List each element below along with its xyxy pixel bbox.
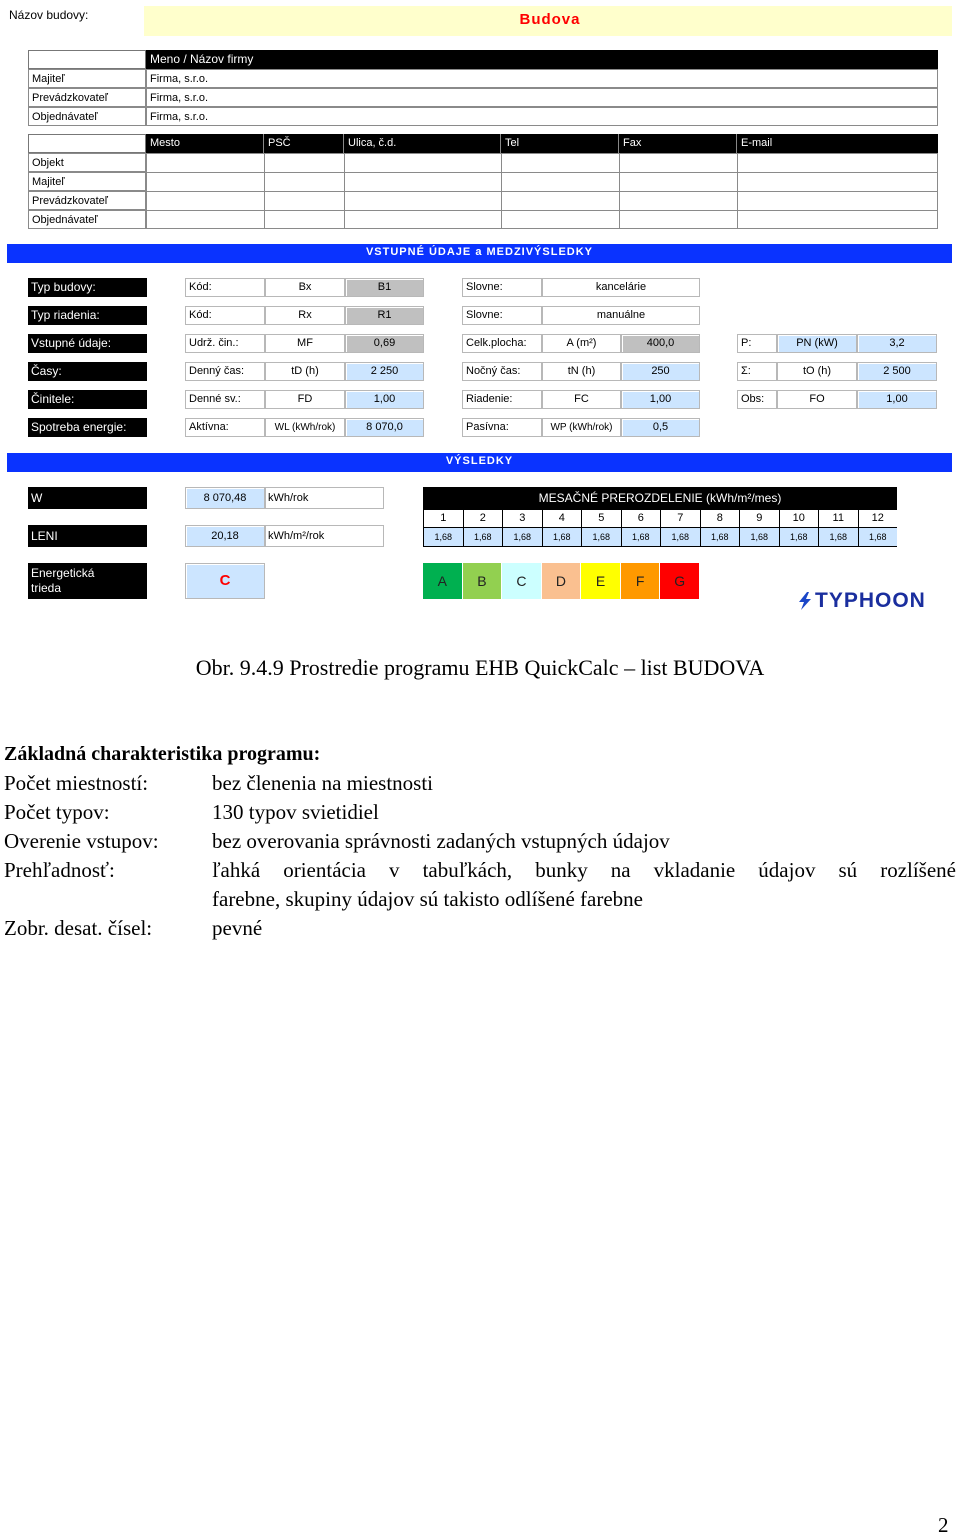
- month-value: 1,68: [582, 528, 621, 546]
- class-scale-item: C: [502, 563, 541, 599]
- energy-consumption-label: Spotreba energie:: [28, 418, 147, 437]
- total-time-value: 2 500: [857, 362, 937, 381]
- month-value: 1,68: [780, 528, 819, 546]
- page-number: 2: [938, 1513, 949, 1537]
- power-label: P:: [737, 334, 777, 353]
- month-number: 7: [661, 510, 700, 527]
- building-type-label: Typ budovy:: [28, 278, 147, 297]
- day-time-label: Denný čas:: [185, 362, 265, 381]
- class-scale-item: B: [463, 563, 502, 599]
- leni-label: LENI: [28, 525, 147, 547]
- control-type-code-value[interactable]: R1: [345, 306, 424, 325]
- times-label: Časy:: [28, 362, 147, 381]
- energy-class-value: C: [185, 563, 265, 599]
- char-value: 130 typov svietidiel: [212, 800, 379, 824]
- daylight-symbol: FD: [265, 390, 345, 409]
- month-value: 1,68: [740, 528, 779, 546]
- logo-text: TYPHOON: [815, 589, 926, 612]
- address-header: Ulica, č.d.: [344, 134, 501, 153]
- char-label: Prehľadnosť:: [4, 858, 115, 882]
- month-value: 1,68: [503, 528, 542, 546]
- char-value: ľahká orientácia v tabuľkách, bunky na vkladanie údajov sú rozlíšené: [212, 858, 956, 882]
- month-value: 1,68: [543, 528, 582, 546]
- control-factor-symbol: FC: [542, 390, 621, 409]
- month-value: 1,68: [464, 528, 503, 546]
- active-energy-value: 8 070,0: [345, 418, 424, 437]
- owners-table: [28, 50, 938, 126]
- char-value-continued: farebne, skupiny údajov sú takisto odlíšené farebne: [212, 887, 643, 911]
- class-scale-item: E: [581, 563, 620, 599]
- total-area-label: Celk.plocha:: [462, 334, 542, 353]
- typhoon-logo: [797, 589, 949, 615]
- inputs-section-bar: VSTUPNÉ ÚDAJE a MEDZIVÝSLEDKY: [7, 244, 952, 263]
- passive-energy-value: 0,5: [621, 418, 700, 437]
- address-header: Fax: [619, 134, 737, 153]
- month-value: 1,68: [859, 528, 898, 546]
- address-table: [28, 134, 938, 229]
- building-type-code-value[interactable]: B1: [345, 278, 424, 297]
- owners-header: Meno / Názov firmy: [146, 50, 938, 69]
- leni-unit: kWh/m²/rok: [265, 525, 384, 547]
- month-number: 10: [780, 510, 819, 527]
- occupancy-symbol: FO: [777, 390, 857, 409]
- maintenance-factor-symbol: MF: [265, 334, 345, 353]
- address-corner-cell: [28, 134, 146, 153]
- day-time-value: 2 250: [345, 362, 424, 381]
- month-number: 12: [859, 510, 898, 527]
- energy-class-scale: [423, 563, 700, 599]
- owner-row-value[interactable]: Firma, s.r.o.: [146, 88, 938, 107]
- energy-class-label: Energetická trieda: [28, 563, 108, 599]
- char-label: Overenie vstupov:: [4, 829, 159, 853]
- factors-label: Činitele:: [28, 390, 147, 409]
- month-value: 1,68: [424, 528, 463, 546]
- control-type-label: Typ riadenia:: [28, 306, 147, 325]
- month-number: 9: [740, 510, 779, 527]
- class-scale-item: F: [621, 563, 660, 599]
- occupancy-value: 1,00: [857, 390, 937, 409]
- char-value: bez členenia na miestnosti: [212, 771, 434, 795]
- total-area-value[interactable]: 400,0: [621, 334, 700, 353]
- total-time-symbol: tO (h): [777, 362, 857, 381]
- building-name-label: Názov budovy:: [9, 8, 89, 22]
- owner-row-value[interactable]: Firma, s.r.o.: [146, 69, 938, 88]
- building-type-code-label: Kód:: [185, 278, 265, 297]
- w-label: W: [28, 487, 147, 509]
- address-row-label: Majiteľ: [28, 172, 146, 191]
- address-row-label: Objednávateľ: [28, 210, 146, 229]
- building-type-code-symbol: Bx: [265, 278, 345, 297]
- char-value: bez overovania správnosti zadaných vstupných údajov: [212, 829, 670, 853]
- active-energy-symbol: WL (kWh/rok): [265, 418, 345, 437]
- month-value: 1,68: [701, 528, 740, 546]
- month-number: 6: [622, 510, 661, 527]
- control-type-code-symbol: Rx: [265, 306, 345, 325]
- month-number: 3: [503, 510, 542, 527]
- month-number: 8: [701, 510, 740, 527]
- month-value: 1,68: [819, 528, 858, 546]
- results-section-bar: VÝSLEDKY: [7, 453, 952, 472]
- char-label: Zobr. desat. čísel:: [4, 916, 153, 940]
- total-area-symbol: A (m²): [542, 334, 621, 353]
- owner-row-label: Prevádzkovateľ: [28, 88, 146, 107]
- night-time-label: Nočný čas:: [462, 362, 542, 381]
- address-row-label: Objekt: [28, 153, 146, 172]
- class-scale-item: A: [423, 563, 462, 599]
- characteristics-heading: Základná charakteristika programu:: [4, 743, 321, 765]
- sheet-title: Budova: [519, 11, 581, 28]
- power-value: 3,2: [857, 334, 937, 353]
- power-symbol: PN (kW): [777, 334, 857, 353]
- month-number: 1: [424, 510, 463, 527]
- w-value: 8 070,48: [185, 487, 265, 509]
- night-time-symbol: tN (h): [542, 362, 621, 381]
- char-label: Počet typov:: [4, 800, 110, 824]
- address-input-grid[interactable]: [146, 153, 938, 229]
- control-factor-value: 1,00: [621, 390, 700, 409]
- active-energy-label: Aktívna:: [185, 418, 265, 437]
- monthly-distribution-table: [423, 509, 897, 547]
- monthly-distribution-title: MESAČNÉ PREROZDELENIE (kWh/m²/mes): [423, 487, 897, 509]
- building-type-word-value: kancelárie: [542, 278, 700, 297]
- leni-value: 20,18: [185, 525, 265, 547]
- address-row-label: Prevádzkovateľ: [28, 191, 146, 210]
- building-type-word-label: Slovne:: [462, 278, 542, 297]
- owner-row-value[interactable]: Firma, s.r.o.: [146, 107, 938, 126]
- address-header: Mesto: [146, 134, 264, 153]
- month-number: 5: [582, 510, 621, 527]
- address-header: E-mail: [737, 134, 938, 153]
- owner-row-label: Majiteľ: [28, 69, 146, 88]
- figure-caption: Obr. 9.4.9 Prostredie programu EHB QuickCalc – list BUDOVA: [195, 655, 765, 680]
- lightning-icon: [797, 592, 813, 610]
- maintenance-factor-value[interactable]: 0,69: [345, 334, 424, 353]
- class-scale-item: G: [660, 563, 699, 599]
- w-unit: kWh/rok: [265, 487, 384, 509]
- occupancy-label: Obs:: [737, 390, 777, 409]
- address-header: PSČ: [264, 134, 344, 153]
- month-number: 2: [464, 510, 503, 527]
- control-type-code-label: Kód:: [185, 306, 265, 325]
- night-time-value: 250: [621, 362, 700, 381]
- owners-corner-cell: [28, 50, 146, 69]
- owner-row-label: Objednávateľ: [28, 107, 146, 126]
- daylight-label: Denné sv.:: [185, 390, 265, 409]
- control-type-word-value: manuálne: [542, 306, 700, 325]
- passive-energy-label: Pasívna:: [462, 418, 542, 437]
- maintenance-factor-label: Udrž. čin.:: [185, 334, 265, 353]
- month-number: 4: [543, 510, 582, 527]
- passive-energy-symbol: WP (kWh/rok): [542, 418, 621, 437]
- control-factor-label: Riadenie:: [462, 390, 542, 409]
- daylight-value: 1,00: [345, 390, 424, 409]
- address-header: Tel: [501, 134, 619, 153]
- char-value: pevné: [212, 916, 263, 940]
- class-scale-item: D: [542, 563, 581, 599]
- char-label: Počet miestností:: [4, 771, 149, 795]
- day-time-symbol: tD (h): [265, 362, 345, 381]
- sum-label: Σ:: [737, 362, 777, 381]
- month-number: 11: [819, 510, 858, 527]
- month-value: 1,68: [661, 528, 700, 546]
- control-type-word-label: Slovne:: [462, 306, 542, 325]
- month-value: 1,68: [622, 528, 661, 546]
- input-data-label: Vstupné údaje:: [28, 334, 147, 353]
